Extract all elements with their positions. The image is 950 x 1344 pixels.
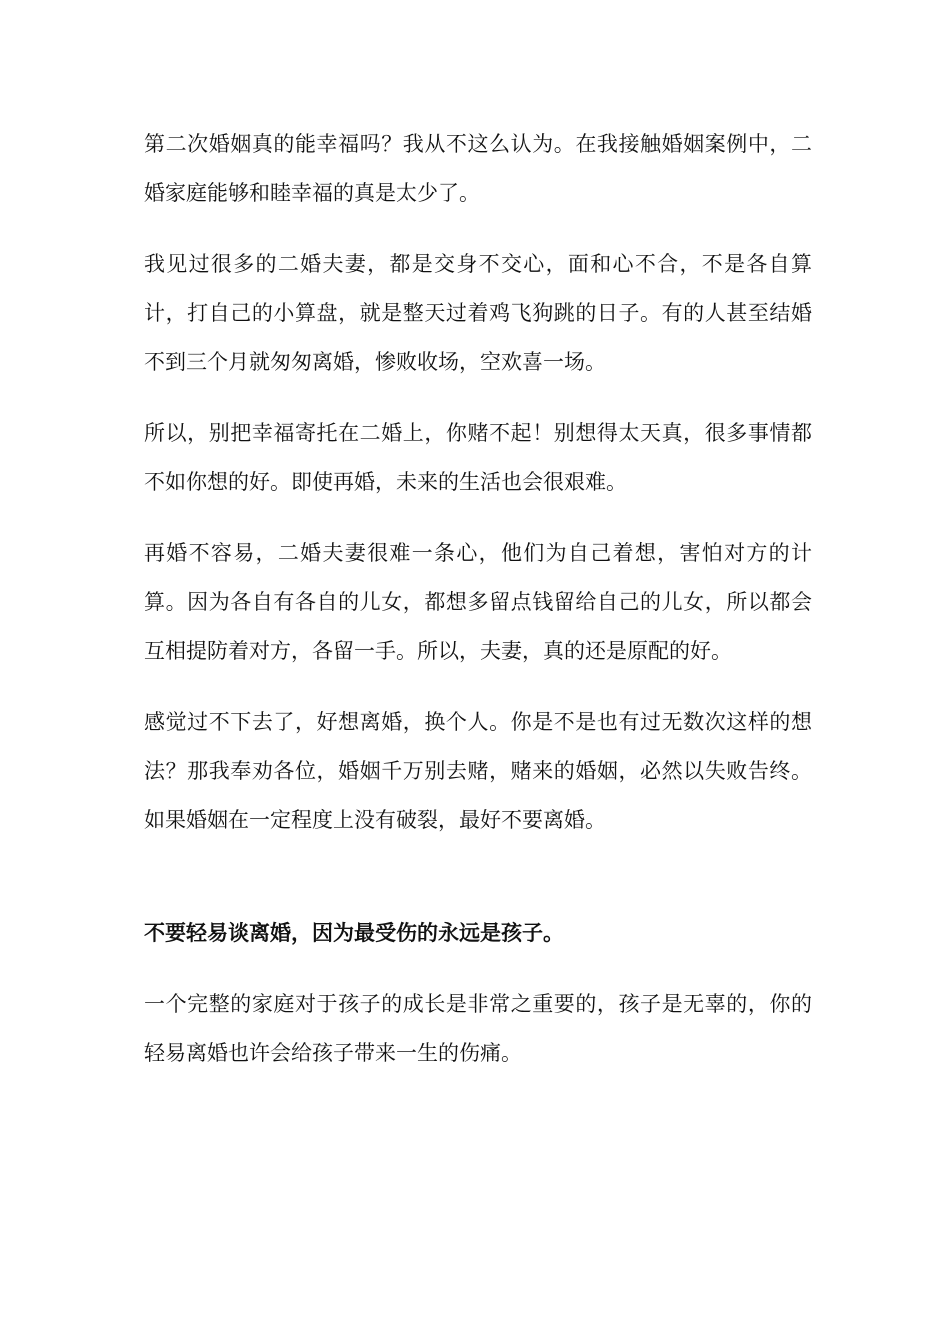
paragraph-4: 再婚不容易，二婚夫妻很难一条心，他们为自己着想，害怕对方的计算。因为各自有各自的儿女，都想多留点钱留给自己的儿女，所以都会互相提防着对方，各留一手。所以，夫妻，真的还是原配的好。 bbox=[144, 541, 812, 663]
paragraph-5: 感觉过不下去了，好想离婚，换个人。你是不是也有过无数次这样的想法？那我奉劝各位，婚姻千万别去赌，赌来的婚姻，必然以失败告终。如果婚姻在一定程度上没有破裂，最好不要离婚。 bbox=[144, 710, 812, 832]
document-body bbox=[144, 120, 812, 1100]
paragraph-2: 我见过很多的二婚夫妻，都是交身不交心，面和心不合，不是各自算计，打自己的小算盘，就是整天过着鸡飞狗跳的日子。有的人甚至结婚不到三个月就匆匆离婚，惨败收场，空欢喜一场。 bbox=[144, 252, 812, 374]
closing-paragraph: 一个完整的家庭对于孩子的成长是非常之重要的，孩子是无辜的，你的轻易离婚也许会给孩子带来一生的伤痛。 bbox=[144, 992, 812, 1065]
section-heading: 不要轻易谈离婚，因为最受伤的永远是孩子。 bbox=[144, 921, 564, 945]
paragraph-1: 第二次婚姻真的能幸福吗？我从不这么认为。在我接触婚姻案例中，二婚家庭能够和睦幸福的真是太少了。 bbox=[144, 132, 812, 205]
paragraph-3: 所以，别把幸福寄托在二婚上，你赌不起！别想得太天真，很多事情都不如你想的好。即使再婚，未来的生活也会很艰难。 bbox=[144, 421, 812, 494]
